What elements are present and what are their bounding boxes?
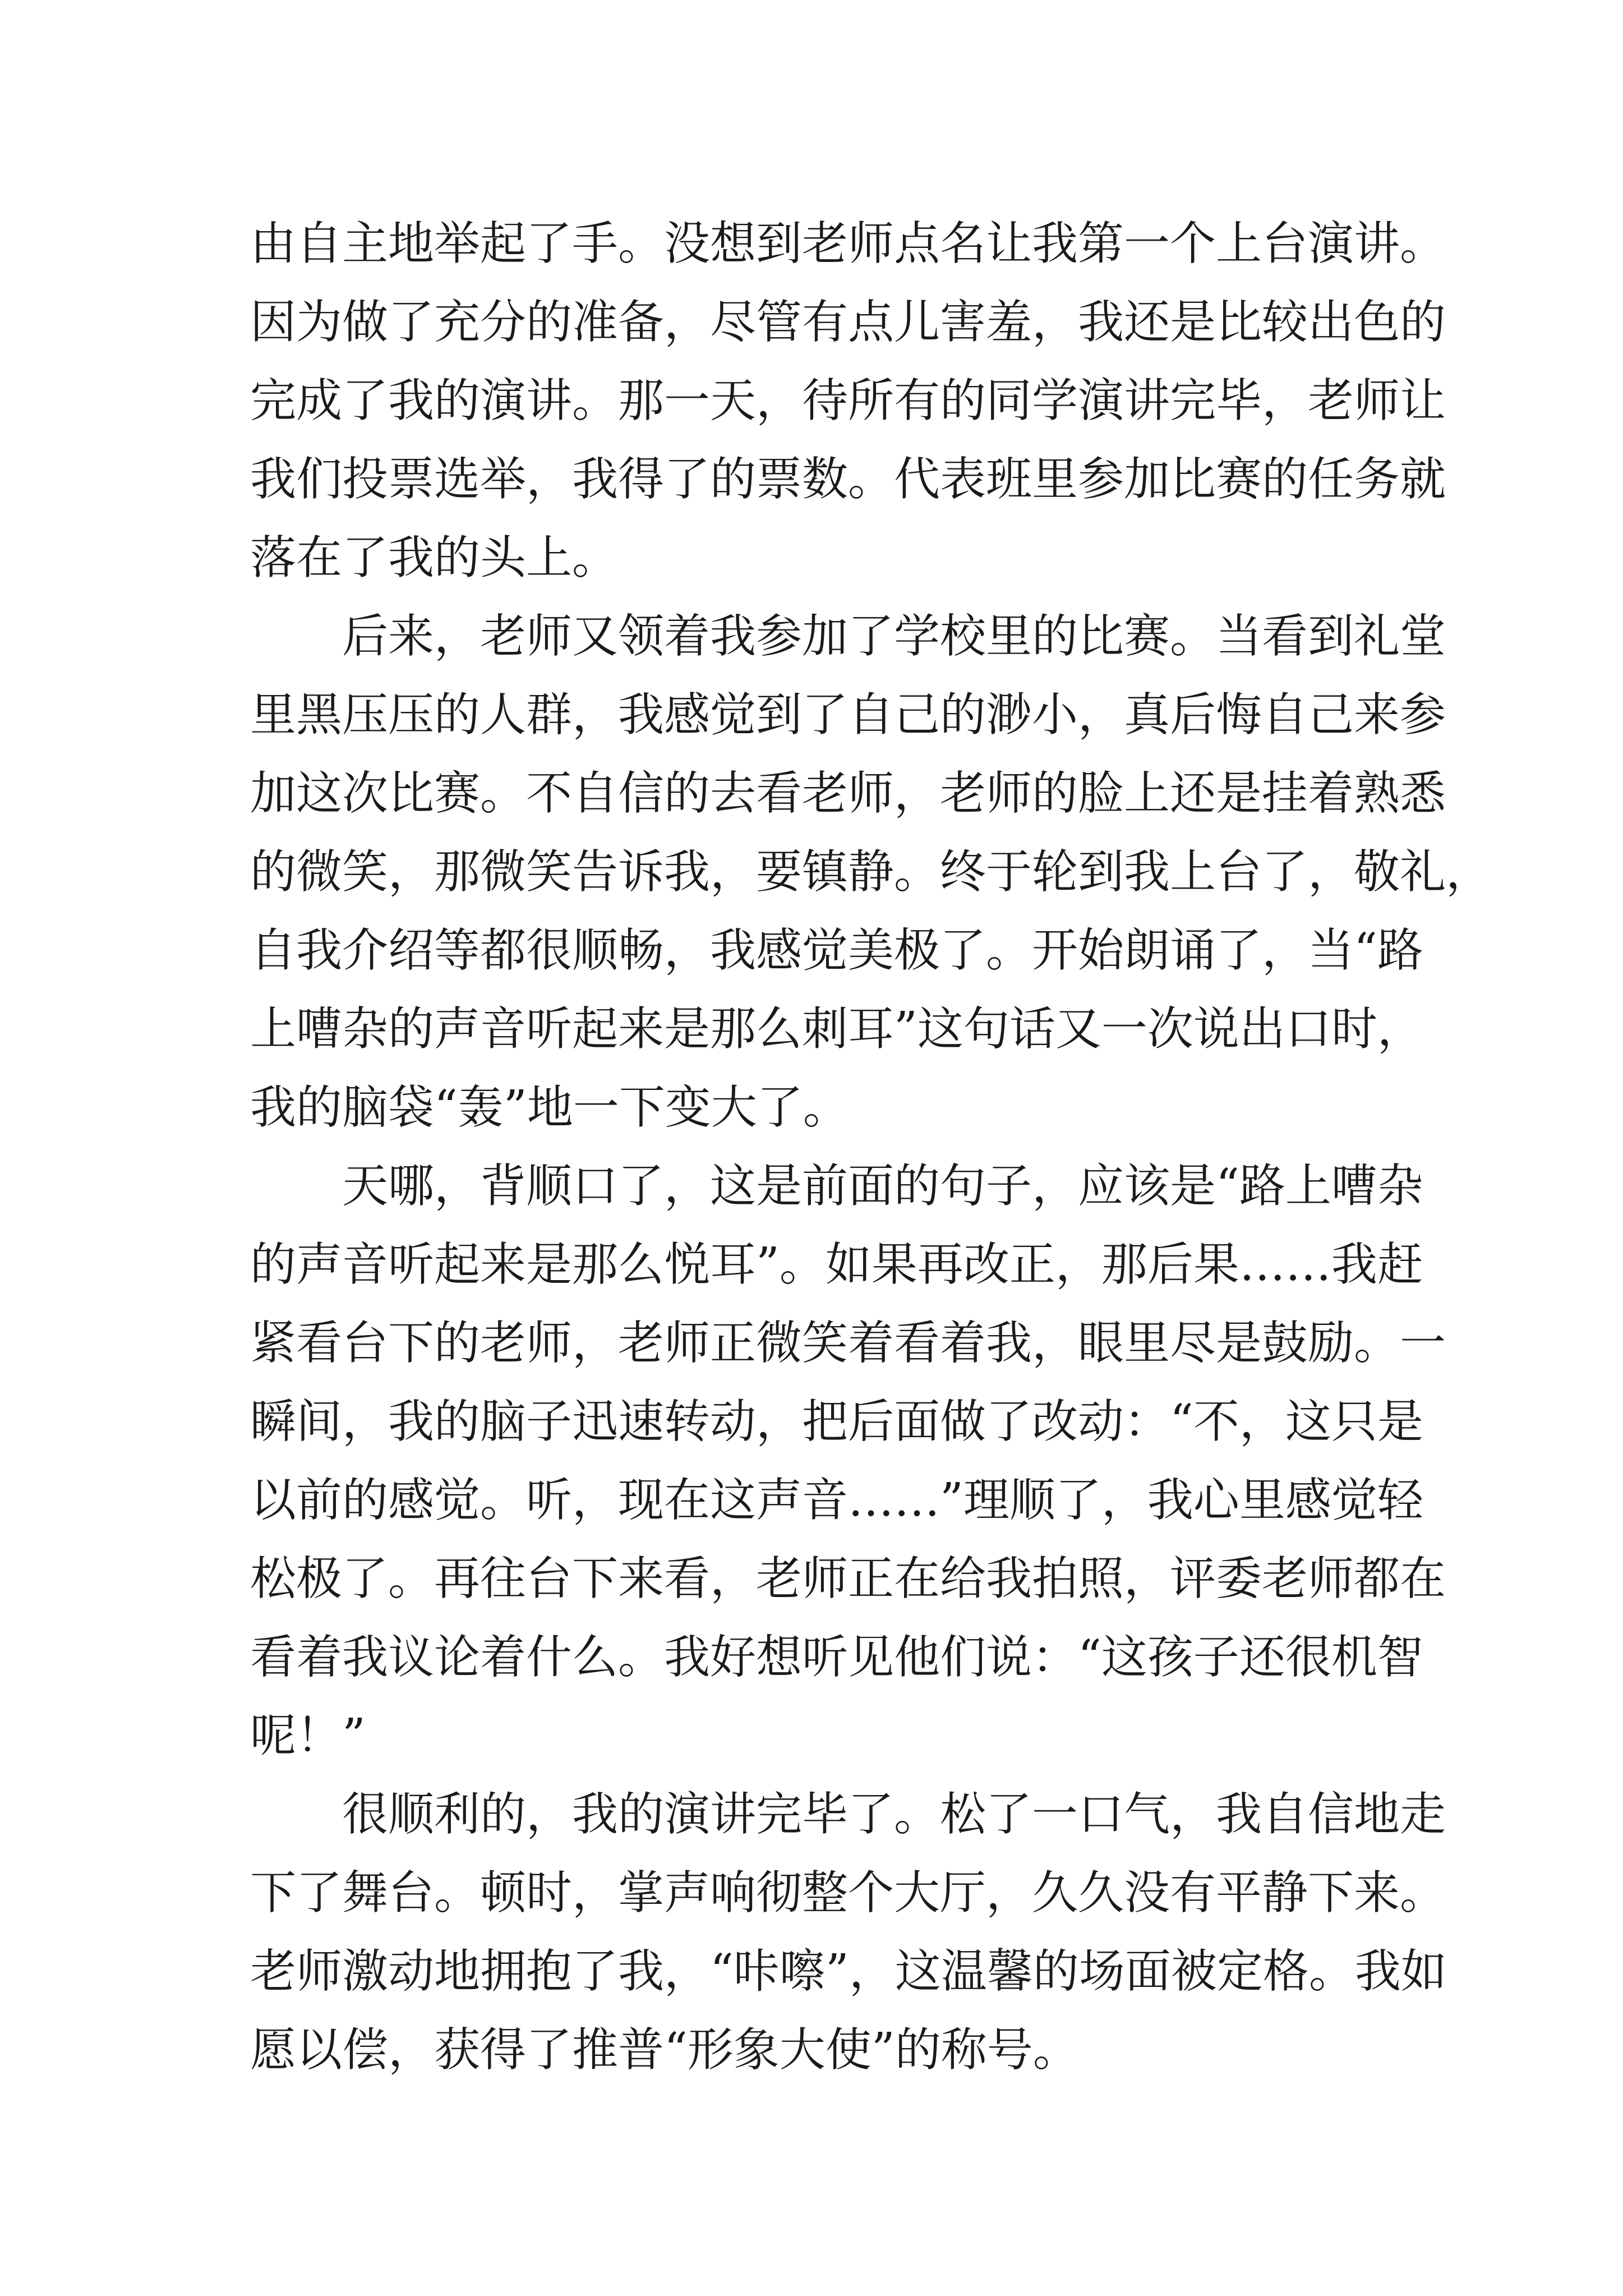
text-line: 愿以偿，获得了推普“形象大使”的称号。: [250, 2023, 1079, 2077]
text-line: 松极了。再往台下来看，老师正在给我拍照，评委老师都在: [250, 1552, 1446, 1605]
text-line: 完成了我的演讲。那一天，待所有的同学演讲完毕，老师让: [250, 374, 1446, 427]
text-line: 我的脑袋“轰”地一下变大了。: [250, 1081, 849, 1134]
text-line: 下了舞台。顿时，掌声响彻整个大厅，久久没有平静下来。: [250, 1866, 1446, 1920]
text-line: 看着我议论着什么。我好想听见他们说：“这孩子还很机智: [250, 1631, 1423, 1684]
text-line: 自我介绍等都很顺畅，我感觉美极了。开始朗诵了，当“路: [250, 924, 1423, 977]
paragraph-first-line: 后来，老师又领着我参加了学校里的比赛。当看到礼堂: [342, 610, 1446, 663]
text-line: 由自主地举起了手。没想到老师点名让我第一个上台演讲。: [250, 217, 1446, 270]
text-line: 我们投票选举，我得了的票数。代表班里参加比赛的任务就: [250, 453, 1446, 506]
text-line: 里黑压压的人群，我感觉到了自己的渺小，真后悔自己来参: [250, 688, 1446, 742]
text-line: 的声音听起来是那么悦耳”。如果再改正，那后果……我赶: [250, 1238, 1423, 1291]
text-line: 因为做了充分的准备，尽管有点儿害羞，我还是比较出色的: [250, 296, 1446, 349]
text-line: 紧看台下的老师，老师正微笑着看着我，眼里尽是鼓励。一: [250, 1317, 1446, 1370]
text-line: 落在了我的头上。: [250, 531, 619, 585]
text-line: 呢！”: [250, 1709, 366, 1763]
paragraph-first-line: 天哪，背顺口了，这是前面的句子，应该是“路上嘈杂: [342, 1159, 1423, 1213]
text-line: 瞬间，我的脑子迅速转动，把后面做了改动：“不，这只是: [250, 1395, 1423, 1448]
text-line: 老师激动地拥抱了我，“咔嚓”，这温馨的场面被定格。我如: [250, 1945, 1447, 1998]
text-line: 的微笑，那微笑告诉我，要镇静。终于轮到我上台了，敬礼，: [250, 845, 1492, 899]
body-text: [250, 205, 1492, 2090]
text-line: 上嘈杂的声音听起来是那么刺耳”这句话又一次说出口时，: [250, 1002, 1423, 1056]
text-line: 加这次比赛。不自信的去看老师，老师的脸上还是挂着熟悉: [250, 767, 1446, 820]
text-line: 以前的感觉。听，现在这声音……”理顺了，我心里感觉轻: [250, 1474, 1423, 1527]
paragraph-first-line: 很顺利的，我的演讲完毕了。松了一口气，我自信地走: [342, 1788, 1446, 1841]
